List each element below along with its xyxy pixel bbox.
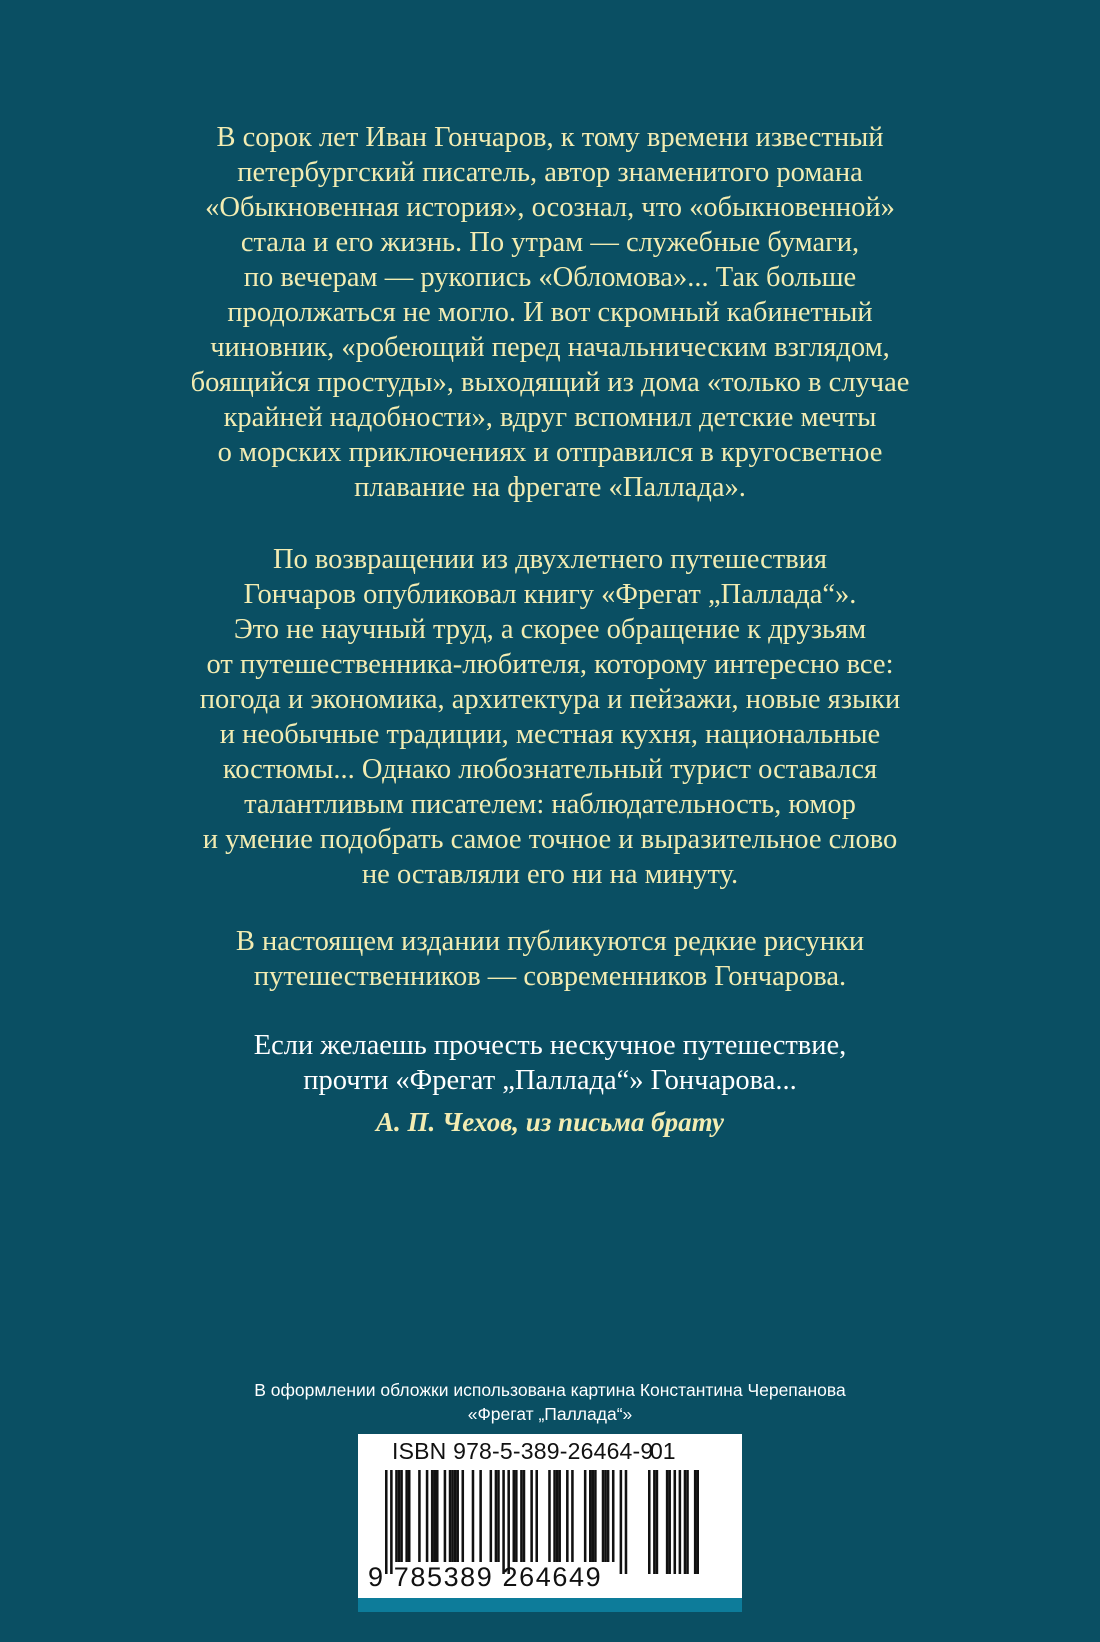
barcode-bar	[385, 1470, 388, 1574]
barcode-bar	[556, 1470, 559, 1562]
barcode-bar	[620, 1470, 623, 1574]
quote-attribution: А. П. Чехов, из письма брату	[376, 1107, 724, 1137]
barcode-bar	[684, 1470, 687, 1574]
text-line: погода и экономика, архитектура и пейзажи, новые языки	[199, 684, 901, 715]
barcode-bar	[625, 1470, 628, 1574]
text-line: и необычные традиции, местная кухня, национальные	[219, 719, 881, 750]
barcode-bar	[444, 1470, 447, 1562]
barcode-bar	[548, 1470, 551, 1562]
barcode-bar	[584, 1470, 587, 1562]
barcode-bar	[604, 1470, 607, 1562]
barcode-bar	[656, 1470, 659, 1574]
barcode-bar	[400, 1470, 403, 1562]
barcode-bar	[405, 1470, 408, 1562]
text-line: боящийся простуды», выходящий из дома «только в случае	[190, 367, 910, 398]
description-paragraph-3	[120, 924, 980, 994]
barcode-bar	[502, 1470, 505, 1574]
barcode-bar	[648, 1470, 651, 1574]
text-line: плавание на фрегате «Паллада».	[354, 472, 746, 503]
barcode-bar	[530, 1470, 533, 1562]
barcode-bar	[592, 1470, 595, 1562]
text-line: от путешественника-любителя, которому интересно все:	[206, 649, 894, 680]
barcode-bar	[479, 1470, 482, 1562]
text-line: В настоящем издании публикуются редкие рисунки	[235, 926, 865, 957]
barcode-bar	[418, 1470, 421, 1562]
barcode-bar	[408, 1470, 411, 1562]
barcode-bar	[456, 1470, 459, 1562]
text-line: стала и его жизнь. По утрам — служебные бумаги,	[240, 227, 860, 258]
barcode-bar	[589, 1470, 592, 1562]
description-paragraph-1	[120, 120, 980, 505]
barcode-bar	[390, 1470, 393, 1574]
barcode-bar	[451, 1470, 454, 1562]
barcode-bar	[398, 1470, 401, 1562]
barcode-bar	[653, 1470, 656, 1574]
text-line: не оставляли его ни на минуту.	[361, 859, 739, 890]
barcode-bar	[679, 1470, 682, 1574]
quote-line: Если желаешь прочесть нескучное путешествие,	[253, 1030, 847, 1061]
barcode-bar	[495, 1470, 498, 1562]
quote-line: прочти «Фрегат „Паллада“» Гончарова...	[303, 1065, 797, 1096]
barcode-bar	[594, 1470, 597, 1562]
barcode-bar	[449, 1470, 452, 1562]
barcode-bar	[454, 1470, 457, 1562]
barcode-bar	[515, 1470, 518, 1562]
text-line: и умение подобрать самое точное и выразительное слово	[202, 824, 898, 855]
barcode-bar	[566, 1470, 569, 1562]
text-line: петербургский писатель, автор знаменитого романа	[237, 157, 863, 188]
barcode-bar	[696, 1470, 699, 1574]
barcode-bar	[602, 1470, 605, 1562]
barcode-bar	[674, 1470, 677, 1574]
text-line: талантливым писателем: наблюдательность, юмор	[244, 789, 856, 820]
cover-art-credit	[120, 1378, 980, 1426]
isbn-barcode	[358, 1434, 742, 1612]
barcode-bar	[694, 1470, 697, 1574]
barcode-bar	[513, 1470, 516, 1562]
text-line: В сорок лет Иван Гончаров, к тому времени известный	[216, 122, 884, 153]
credit-line: В оформлении обложки использована картина Константина Черепанова	[254, 1380, 846, 1400]
barcode-bar	[395, 1470, 398, 1562]
text-line: Это не научный труд, а скорее обращение к друзьям	[233, 614, 867, 645]
barcode-bar	[497, 1470, 500, 1562]
barcode-bar	[612, 1470, 615, 1562]
text-line: чиновник, «робеющий перед начальническим взглядом,	[210, 332, 890, 363]
barcode-bar	[523, 1470, 526, 1562]
barcode-bar	[686, 1470, 689, 1574]
text-line: о морских приключениях и отправился в кругосветное	[217, 437, 883, 468]
text-line: Гончаров опубликовал книгу «Фрегат „Паллада“».	[243, 579, 857, 610]
text-line: костюмы... Однако любознательный турист оставался	[222, 754, 878, 785]
barcode-bar	[668, 1470, 671, 1574]
barcode-bar	[431, 1470, 434, 1562]
barcode-bar	[558, 1470, 561, 1562]
barcode-bar	[472, 1470, 475, 1562]
barcode-bar	[553, 1470, 556, 1562]
credit-line: «Фрегат „Паллада“»	[467, 1404, 633, 1424]
barcode-bar	[571, 1470, 574, 1562]
barcode-bar	[507, 1470, 510, 1574]
text-line: «Обыкновенная история», осознал, что «обыкновенной»	[205, 192, 895, 223]
description-paragraph-2	[120, 542, 980, 892]
barcode-bar	[607, 1470, 610, 1562]
ean-digits: 9 785389 264649	[368, 1562, 603, 1592]
text-line: крайней надобности», вдруг вспомнил детские мечты	[223, 402, 877, 433]
chekhov-quote	[120, 1028, 980, 1098]
barcode-bar	[433, 1470, 436, 1562]
price-addon-label: 01	[650, 1438, 676, 1464]
barcode-color-strip	[358, 1598, 742, 1612]
barcode-bar	[462, 1470, 465, 1562]
barcode-bar	[436, 1470, 439, 1562]
barcode-bar	[535, 1470, 538, 1562]
text-line: По возвращении из двухлетнего путешествия	[272, 544, 828, 575]
barcode-bar	[666, 1470, 669, 1574]
barcode-bar	[490, 1470, 493, 1562]
barcode-bar	[520, 1470, 523, 1562]
barcode-bar	[426, 1470, 429, 1562]
isbn-label: ISBN 978-5-389-26464-9	[392, 1438, 654, 1464]
text-line: по вечерам — рукопись «Обломова»... Так больше	[243, 262, 857, 293]
text-line: продолжаться не могло. И вот скромный кабинетный	[227, 297, 873, 328]
text-line: путешественников — современников Гончарова.	[253, 961, 847, 992]
